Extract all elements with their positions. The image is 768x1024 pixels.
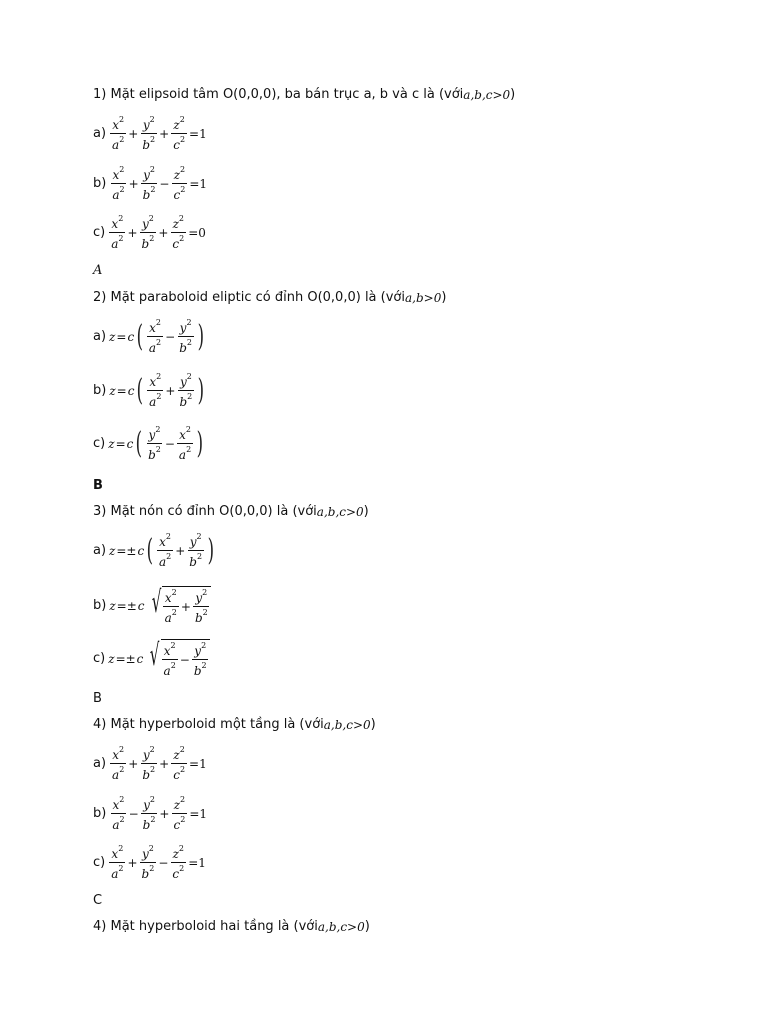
option-label: b) — [93, 806, 107, 821]
option-label: a) — [93, 756, 107, 771]
question-4-option-a: a) $\frac{x^2}{a^2}$ + $\frac{y^2}{b^2}$ + $\frac{z^2}{c^2}$ =1 — [93, 745, 207, 782]
question-text: 4) Mặt hyperboloid một tầng là (với — [93, 717, 324, 732]
question-4-option-c: c) $\frac{x^2}{a^2}$ + $\frac{y^2}{b^2}$ − $\frac{z^2}{c^2}$ =1 — [93, 844, 206, 881]
question-1-option-a: a) $\frac{x^2}{a^2}$ + $\frac{y^2}{b^2}$ + $\frac{z^2}{c^2}$ =1 — [93, 115, 207, 152]
option-label: a) — [93, 329, 107, 344]
question-1-option-b: b) $\frac{x^2}{a^2}$ + $\frac{y^2}{b^2}$ − $\frac{z^2}{c^2}$ =1 — [93, 165, 208, 202]
question-5-title — [93, 919, 370, 934]
question-2-answer — [93, 478, 103, 493]
fraction: $\frac{z^2}{c^2}$ — [173, 115, 186, 152]
question-3-option-b: b) z =± c √ $\frac{x^2}{a^2}$ + $\frac{y^2}{b^2}$ — [93, 586, 211, 625]
question-close: ) — [510, 87, 516, 102]
answer-text: B — [93, 478, 103, 493]
square-root: √ $\frac{x^2}{a^2}$ − $\frac{y^2}{b^2}$ — [145, 639, 209, 678]
question-condition: a,b,c>0 — [323, 717, 371, 732]
fraction: $\frac{x^2}{a^2}$ — [112, 115, 125, 152]
option-label: c) — [93, 225, 106, 240]
question-text: 2) Mặt paraboloid eliptic có đỉnh O(0,0,0) là (với — [93, 290, 405, 305]
question-text: 3) Mặt nón có đỉnh O(0,0,0) là (với — [93, 504, 317, 519]
question-4-answer — [93, 893, 102, 908]
question-condition: a,b,c>0 — [317, 919, 365, 934]
question-condition: a,b,c>0 — [316, 504, 364, 519]
option-label: b) — [93, 598, 107, 613]
option-label: a) — [93, 543, 107, 558]
question-1-answer — [93, 263, 102, 278]
fraction: $\frac{y^2}{b^2}$ — [142, 115, 156, 152]
question-3-option-c: c) z =± c √ $\frac{x^2}{a^2}$ − $\frac{y^2}{b^2}$ — [93, 639, 210, 678]
option-label: b) — [93, 383, 107, 398]
answer-text: B — [93, 691, 102, 706]
question-close: ) — [364, 919, 370, 934]
question-2-option-b: b) z = c ( $\frac{x^2}{a^2}$ + $\frac{y^2}{b^2}$ ) — [93, 372, 205, 409]
question-4-title — [93, 717, 376, 732]
question-3-title — [93, 504, 369, 519]
option-label: b) — [93, 176, 107, 191]
square-root: √ $\frac{x^2}{a^2}$ + $\frac{y^2}{b^2}$ — [147, 586, 211, 625]
question-1-title — [93, 87, 515, 102]
question-close: ) — [441, 290, 447, 305]
question-close: ) — [363, 504, 369, 519]
option-label: c) — [93, 651, 106, 666]
answer-text: C — [93, 893, 103, 908]
question-close: ) — [370, 717, 376, 732]
question-condition: a,b,c>0 — [463, 87, 511, 102]
question-condition: a,b>0 — [404, 290, 442, 305]
option-label: c) — [93, 436, 106, 451]
question-2-option-a: a) z = c ( $\frac{x^2}{a^2}$ − $\frac{y^2}{b^2}$ ) — [93, 318, 205, 355]
question-2-option-c: c) z = c ( $\frac{y^2}{b^2}$ − $\frac{x^2}{a^2}$ ) — [93, 425, 204, 462]
question-3-option-a: a) z =± c ( $\frac{x^2}{a^2}$ + $\frac{y^2}{b^2}$ ) — [93, 532, 215, 569]
question-text: 4) Mặt hyperboloid hai tầng là (với — [93, 919, 318, 934]
question-3-answer — [93, 691, 102, 706]
question-text: 1) Mặt elipsoid tâm O(0,0,0), ba bán trục a, b và c là (với — [93, 87, 464, 102]
answer-text: A — [93, 263, 103, 278]
question-1-option-c: c) $\frac{x^2}{a^2}$ + $\frac{y^2}{b^2}$ + $\frac{z^2}{c^2}$ =0 — [93, 214, 206, 251]
question-4-option-b: b) $\frac{x^2}{a^2}$ − $\frac{y^2}{b^2}$ + $\frac{z^2}{c^2}$ =1 — [93, 795, 208, 832]
question-2-title — [93, 290, 446, 305]
option-label: c) — [93, 855, 106, 870]
option-label: a) — [93, 126, 107, 141]
